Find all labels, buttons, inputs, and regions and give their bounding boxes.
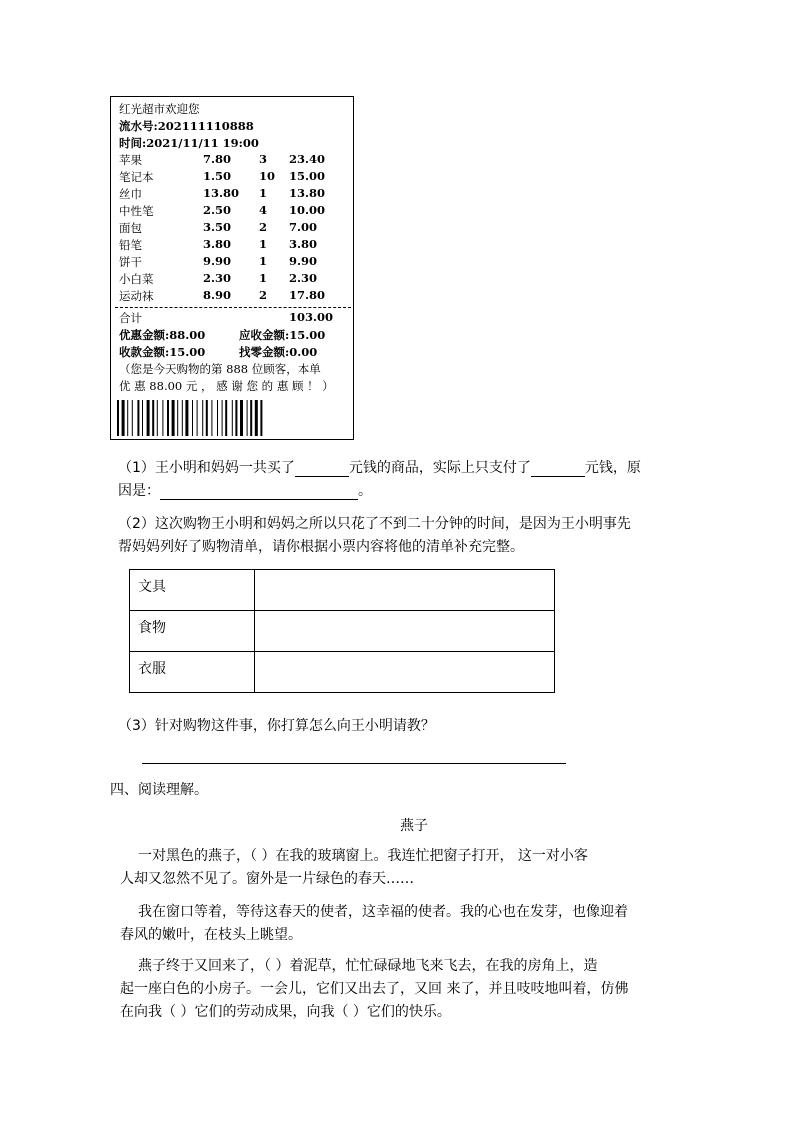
barcode-icon — [117, 400, 347, 436]
item-price: 13.80 — [203, 186, 240, 200]
item-name: 饼干 — [119, 255, 142, 269]
receipt — [110, 96, 354, 440]
received-amount: 收款金额:15.00 — [119, 345, 206, 359]
paragraph-line: 一对黑色的燕子，（ ）在我的玻璃窗上。我连忙把窗子打开， 这一对小客 — [138, 848, 588, 864]
receipt-sum-row — [119, 310, 349, 327]
paragraph-2 — [120, 901, 724, 947]
receipt-item-row — [119, 271, 349, 288]
barcode-bar — [127, 400, 128, 436]
item-qty: 1 — [259, 271, 268, 285]
paragraph-1 — [120, 845, 724, 891]
item-qty: 1 — [259, 254, 268, 268]
answer-blank[interactable] — [160, 483, 358, 500]
receipt-time: 时间:2021/11/11 19:00 — [119, 136, 259, 150]
receipt-item-row — [119, 152, 349, 169]
barcode-bar — [177, 400, 178, 436]
item-price: 3.50 — [203, 220, 232, 234]
receipt-divider — [115, 307, 351, 308]
item-qty: 4 — [259, 203, 268, 217]
answer-blank[interactable] — [295, 460, 349, 477]
item-total: 2.30 — [289, 271, 318, 285]
shopping-list-table — [129, 569, 555, 693]
paragraph-3 — [120, 955, 724, 1024]
change-amount: 找零金额:0.00 — [239, 345, 318, 359]
receipt-item-row — [119, 186, 349, 203]
barcode-bar — [192, 400, 193, 436]
table-row — [130, 652, 555, 693]
category-label: 衣服 — [130, 652, 255, 693]
barcode-bar — [222, 400, 223, 436]
q1-text-e: 。 — [358, 483, 372, 499]
passage-title: 燕子 — [400, 818, 428, 834]
item-qty: 1 — [259, 186, 268, 200]
barcode-bar — [162, 400, 163, 436]
q1-text-a: （1）王小明和妈妈一共买了 — [118, 460, 295, 476]
paragraph-line: 人却又忽然不见了。窗外是一片绿色的春天…… — [120, 871, 414, 887]
item-name: 铅笔 — [119, 238, 142, 252]
item-price: 9.90 — [203, 254, 232, 268]
item-total: 3.80 — [289, 237, 318, 251]
paragraph-line: 春风的嫩叶，在枝头上眺望。 — [120, 927, 302, 943]
question-2-line-1: （2）这次购物王小明和妈妈之所以只花了不到二十分钟的时间，是因为王小明事先 — [118, 516, 631, 532]
question-2-line-2: 帮妈妈列好了购物清单，请你根据小票内容将他的清单补充完整。 — [118, 539, 524, 555]
paragraph-line: 起一座白色的小房子。一会儿，它们又出去了，又回 来了，并且吱吱地叫着，仿佛 — [120, 981, 629, 997]
barcode-bar — [247, 400, 248, 436]
receipt-item-row — [119, 169, 349, 186]
barcode-bar — [255, 400, 258, 436]
category-answer-cell[interactable] — [255, 570, 555, 611]
receipt-note-line: 优 惠 88.00 元 ， 感 谢 您 的 惠 顾 ！ ） — [119, 379, 334, 393]
item-total: 10.00 — [289, 203, 326, 217]
item-price: 2.50 — [203, 203, 232, 217]
item-qty: 2 — [259, 288, 268, 302]
barcode-bar — [197, 400, 198, 436]
barcode-bar — [260, 400, 262, 436]
paragraph-line: 燕子终于又回来了，（ ）着泥草，忙忙碌碌地飞来飞去，在我的房角上，造 — [138, 958, 598, 974]
item-price: 3.80 — [203, 237, 232, 251]
receipt-item-row — [119, 237, 349, 254]
barcode-bar — [132, 400, 133, 436]
item-price: 1.50 — [203, 169, 232, 183]
item-qty: 2 — [259, 220, 268, 234]
item-qty: 10 — [259, 169, 276, 183]
table-row — [130, 611, 555, 652]
category-label: 文具 — [130, 570, 255, 611]
barcode-bar — [182, 400, 183, 436]
item-name: 中性笔 — [119, 204, 154, 218]
receipt-serial: 流水号:202111110888 — [119, 119, 254, 133]
q1-text-d: 因是： — [118, 483, 160, 499]
question-1-line-2 — [118, 480, 372, 500]
category-answer-cell[interactable] — [255, 652, 555, 693]
item-price: 8.90 — [203, 288, 232, 302]
item-price: 7.80 — [203, 152, 232, 166]
table-row — [130, 570, 555, 611]
receivable-amount: 应收金额:15.00 — [239, 328, 326, 342]
paragraph-line: 我在窗口等着，等待这春天的使者，这幸福的使者。我的心也在发芽，也像迎着 — [138, 904, 628, 920]
barcode-bar — [147, 400, 150, 436]
barcode-bar — [152, 400, 154, 436]
barcode-bar — [240, 400, 243, 436]
receipt-discount-row — [119, 327, 349, 344]
barcode-bar — [202, 400, 203, 436]
question-3: （3）针对购物这件事，你打算怎么向王小明请教？ — [118, 718, 435, 734]
q1-text-b: 元钱的商品，实际上只支付了 — [348, 460, 531, 476]
category-answer-cell[interactable] — [255, 611, 555, 652]
item-total: 9.90 — [289, 254, 318, 268]
q1-text-c: 元钱，原 — [584, 460, 641, 476]
item-total: 13.80 — [289, 186, 326, 200]
barcode-bar — [122, 400, 125, 436]
barcode-bar — [185, 400, 188, 436]
sum-label: 合计 — [119, 311, 142, 325]
receipt-payment-row — [119, 344, 349, 361]
barcode-bar — [117, 400, 119, 436]
barcode-bar — [235, 400, 237, 436]
category-label: 食物 — [130, 611, 255, 652]
receipt-item-row — [119, 203, 349, 220]
barcode-bar — [250, 400, 252, 436]
barcode-bar — [206, 400, 208, 436]
barcode-bar — [157, 400, 158, 436]
item-name: 面包 — [119, 221, 142, 235]
sum-value: 103.00 — [289, 310, 334, 324]
receipt-item-row — [119, 254, 349, 271]
item-name: 运动袜 — [119, 289, 154, 303]
item-name: 小白菜 — [119, 272, 154, 286]
section-heading: 四、阅读理解。 — [110, 782, 208, 798]
paragraph-line: 在向我（ ）它们的劳动成果，向我（ ）它们的快乐。 — [120, 1004, 451, 1020]
receipt-note-line: （您是今天购物的第 888 位顾客，本单 — [119, 362, 321, 376]
barcode-bar — [137, 400, 139, 436]
item-total: 17.80 — [289, 288, 326, 302]
barcode-bar — [217, 400, 218, 436]
item-name: 笔记本 — [119, 170, 154, 184]
question-1-line-1 — [118, 457, 641, 477]
answer-line[interactable] — [142, 763, 566, 764]
item-total: 23.40 — [289, 152, 326, 166]
receipt-item-row — [119, 220, 349, 237]
barcode-bar — [232, 400, 233, 436]
item-qty: 1 — [259, 237, 268, 251]
receipt-item-row — [119, 288, 349, 305]
discount-amount: 优惠金额:88.00 — [119, 328, 206, 342]
item-price: 2.30 — [203, 271, 232, 285]
item-name: 丝巾 — [119, 187, 142, 201]
barcode-bar — [142, 400, 143, 436]
barcode-bar — [172, 400, 175, 436]
item-total: 15.00 — [289, 169, 326, 183]
item-name: 苹果 — [119, 153, 142, 167]
answer-blank[interactable] — [531, 460, 585, 477]
item-qty: 3 — [259, 152, 268, 166]
barcode-bar — [225, 400, 227, 436]
barcode-bar — [167, 400, 169, 436]
receipt-header: 红光超市欢迎您 — [119, 102, 200, 116]
barcode-bar — [211, 400, 212, 436]
item-total: 7.00 — [289, 220, 318, 234]
